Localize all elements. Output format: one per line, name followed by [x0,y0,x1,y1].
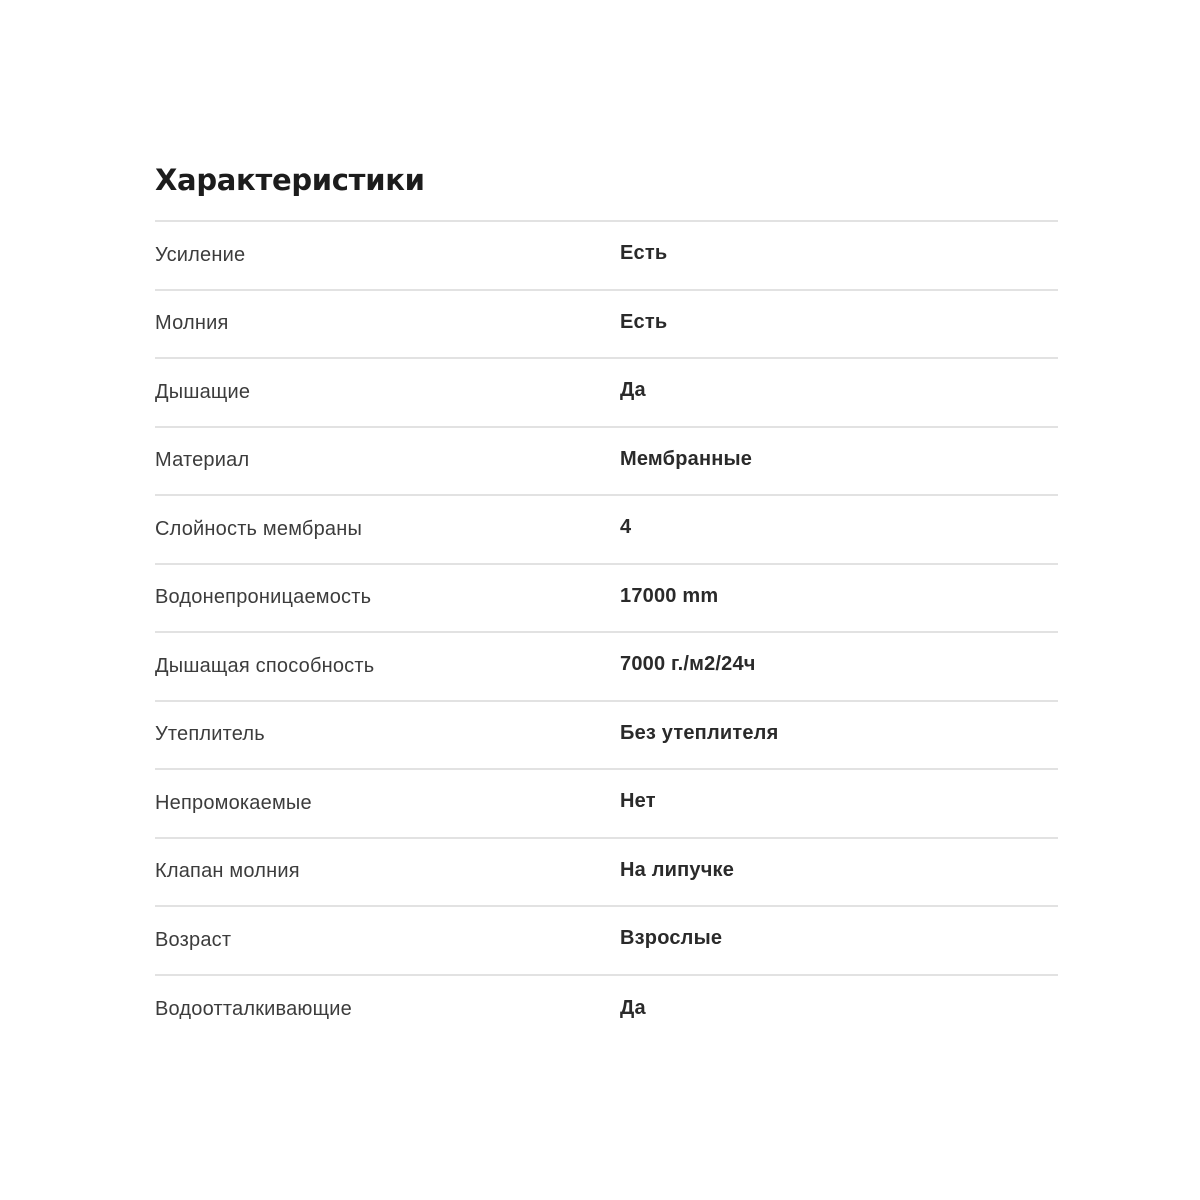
spec-value: Нет [620,790,656,813]
spec-name: Непромокаемые [155,791,312,814]
spec-name: Клапан молния [155,860,300,883]
spec-value: 17000 mm [620,584,719,607]
spec-row [155,428,1058,497]
spec-value: Взрослые [620,927,723,950]
spec-name: Водоотталкивающие [155,998,352,1021]
spec-row [155,907,1058,976]
spec-name: Дышащие [155,380,251,403]
specifications-list [155,222,1058,1044]
spec-value: Есть [620,310,668,333]
spec-row [155,633,1058,702]
spec-name: Слойность мембраны [155,517,363,540]
spec-name: Возраст [155,928,232,951]
spec-value: Да [620,996,646,1019]
spec-name: Молния [155,312,229,335]
specifications-section [155,150,1058,1044]
spec-row [155,565,1058,634]
spec-value: Да [620,379,646,402]
specifications-title: Характеристики [155,150,1058,222]
spec-name: Материал [155,449,250,472]
spec-name: Усиление [155,243,246,266]
spec-value: На липучке [620,858,735,881]
spec-value: Есть [620,242,668,265]
spec-value: 4 [620,516,632,539]
spec-row [155,291,1058,360]
spec-row [155,976,1058,1045]
spec-row [155,496,1058,565]
spec-row [155,359,1058,428]
spec-value: 7000 г./м2/24ч [620,653,756,676]
spec-name: Дышащая способность [155,654,375,677]
spec-row [155,770,1058,839]
spec-name: Утеплитель [155,723,265,746]
spec-name: Водонепроницаемость [155,586,372,609]
spec-row [155,839,1058,908]
spec-row [155,222,1058,291]
spec-value: Мембранные [620,447,753,470]
spec-row [155,702,1058,771]
spec-value: Без утеплителя [620,721,779,744]
